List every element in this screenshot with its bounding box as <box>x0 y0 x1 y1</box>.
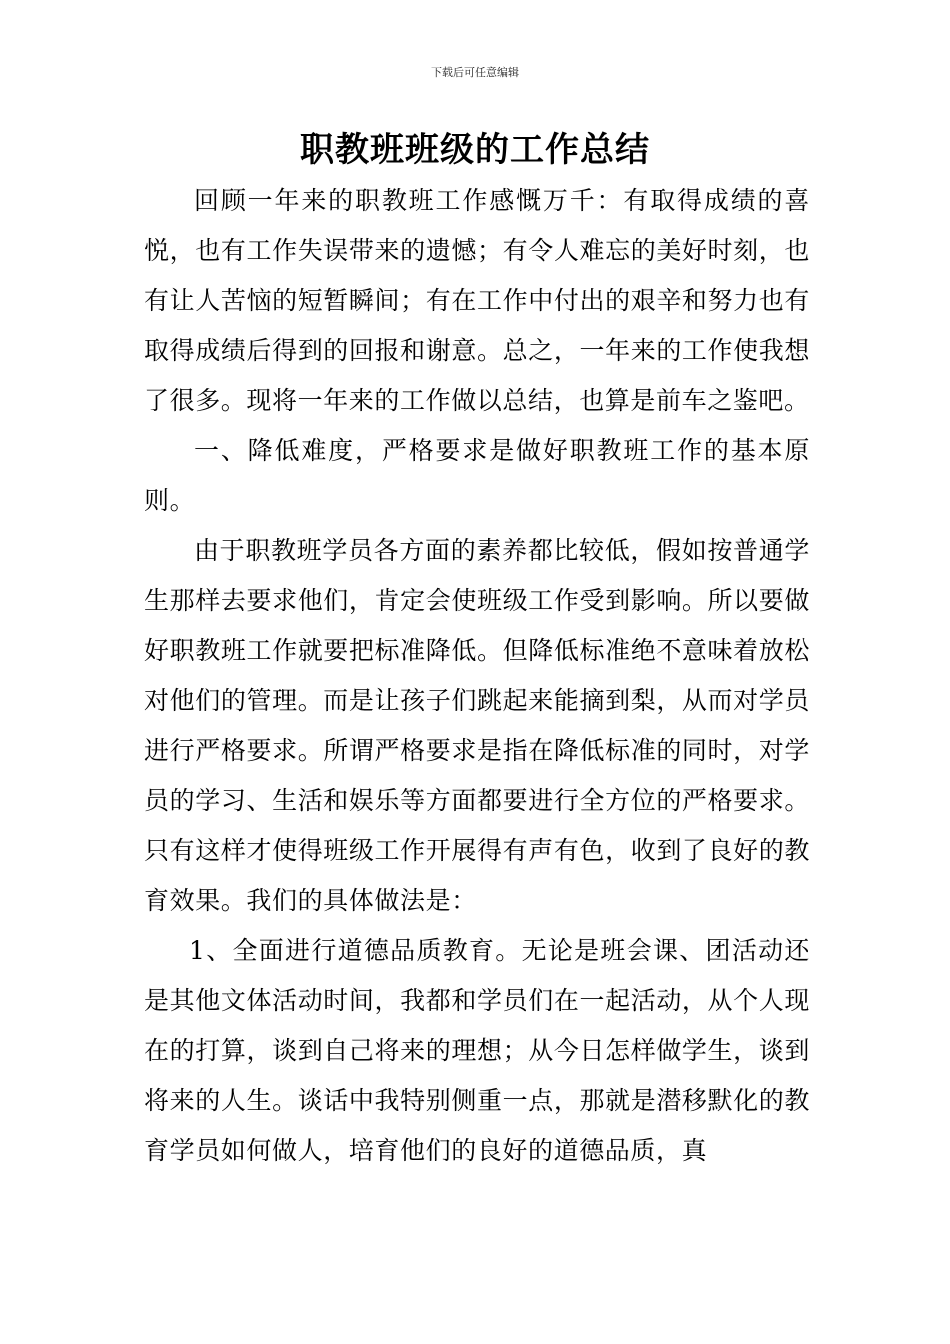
paragraph-item-1: 1、全面进行道德品质教育。无论是班会课、团活动还是其他文体活动时间，我都和学员们在一起活动，从个人现在的打算，谈到自己将来的理想；从今日怎样做学生，谈到将来的人生。谈话中我特别侧重一点，那就是潜移默化的教育学员如何做人，培育他们的良好的道德品质，真 <box>144 936 810 1165</box>
header-note: 下载后可任意编辑 <box>431 66 519 79</box>
paragraph-intro: 回顾一年来的职教班工作感慨万千：有取得成绩的喜悦，也有工作失误带来的遗憾；有令人难忘的美好时刻，也有让人苦恼的短暂瞬间；有在工作中付出的艰辛和努力也有取得成绩后得到的回报和谢意。总之，一年来的工作使我想了很多。现将一年来的工作做以总结，也算是前车之鉴吧。 <box>144 186 810 415</box>
document-body <box>144 176 810 1176</box>
paragraph-approach: 由于职教班学员各方面的素养都比较低，假如按普通学生那样去要求他们，肯定会使班级工作受到影响。所以要做好职教班工作就要把标准降低。但降低标准绝不意味着放松对他们的管理。而是让孩子们跳起来能摘到梨，从而对学员进行严格要求。所谓严格要求是指在降低标准的同时，对学员的学习、生活和娱乐等方面都要进行全方位的严格要求。只有这样才使得班级工作开展得有声有色，收到了良好的教育效果。我们的具体做法是： <box>144 536 810 915</box>
document-title: 职教班班级的工作总结 <box>300 130 650 170</box>
paragraph-section-heading: 一、降低难度，严格要求是做好职教班工作的基本原则。 <box>144 436 810 515</box>
